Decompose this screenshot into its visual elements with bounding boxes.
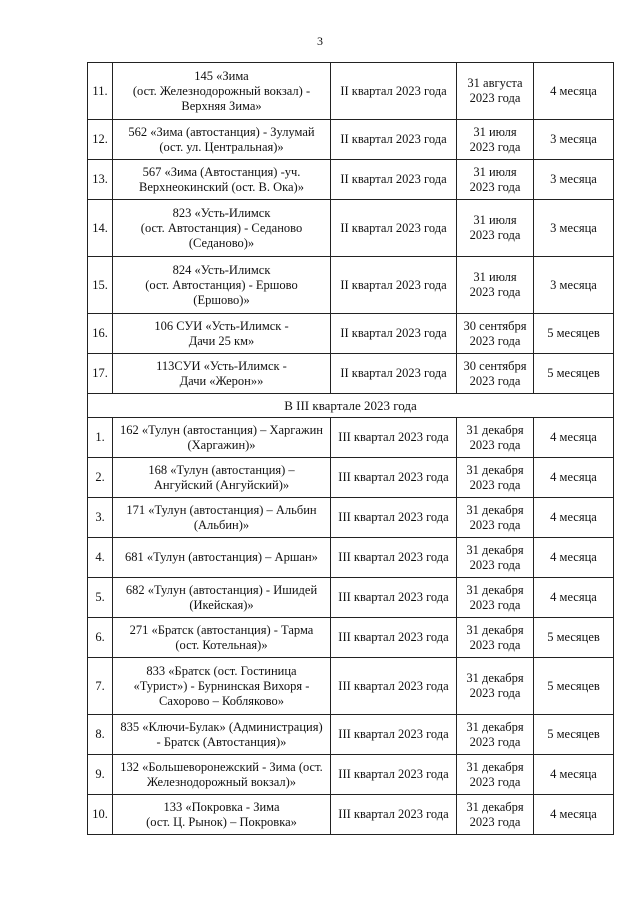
duration-cell: 4 месяца <box>534 795 614 835</box>
quarter-cell: III квартал 2023 года <box>331 715 457 755</box>
duration-cell: 4 месяца <box>534 63 614 120</box>
route-cell: 133 «Покровка - Зима (ост. Ц. Рынок) – Покровка» <box>113 795 331 835</box>
duration-cell: 4 месяца <box>534 418 614 458</box>
table-row <box>88 418 614 458</box>
date-cell: 30 сентября 2023 года <box>457 354 534 394</box>
quarter-cell: II квартал 2023 года <box>331 314 457 354</box>
table-row <box>88 618 614 658</box>
route-cell: 823 «Усть-Илимск (ост. Автостанция) - Седаново (Седаново)» <box>113 200 331 257</box>
table-row <box>88 795 614 835</box>
date-cell: 31 декабря 2023 года <box>457 618 534 658</box>
date-cell: 31 декабря 2023 года <box>457 498 534 538</box>
date-cell: 31 декабря 2023 года <box>457 458 534 498</box>
quarter-cell: III квартал 2023 года <box>331 418 457 458</box>
quarter-cell: III квартал 2023 года <box>331 755 457 795</box>
section-title: В III квартале 2023 года <box>88 394 614 418</box>
row-number: 7. <box>88 658 113 715</box>
date-cell: 31 июля 2023 года <box>457 160 534 200</box>
duration-cell: 4 месяца <box>534 755 614 795</box>
duration-cell: 5 месяцев <box>534 658 614 715</box>
route-cell: 113СУИ «Усть-Илимск - Дачи «Жерон»» <box>113 354 331 394</box>
route-cell: 833 «Братск (ост. Гостиница «Турист») - Бурнинская Вихоря - Сахорово – Кобляково» <box>113 658 331 715</box>
duration-cell: 5 месяцев <box>534 314 614 354</box>
row-number: 6. <box>88 618 113 658</box>
row-number: 13. <box>88 160 113 200</box>
row-number: 1. <box>88 418 113 458</box>
table-row <box>88 63 614 120</box>
row-number: 16. <box>88 314 113 354</box>
route-cell: 171 «Тулун (автостанция) – Альбин (Альбин)» <box>113 498 331 538</box>
quarter-cell: III квартал 2023 года <box>331 578 457 618</box>
table-row <box>88 120 614 160</box>
date-cell: 31 декабря 2023 года <box>457 755 534 795</box>
quarter-cell: III квартал 2023 года <box>331 618 457 658</box>
date-cell: 30 сентября 2023 года <box>457 314 534 354</box>
route-cell: 562 «Зима (автостанция) - Зулумай (ост. ул. Центральная)» <box>113 120 331 160</box>
date-cell: 31 декабря 2023 года <box>457 418 534 458</box>
duration-cell: 3 месяца <box>534 257 614 314</box>
row-number: 14. <box>88 200 113 257</box>
row-number: 11. <box>88 63 113 120</box>
row-number: 9. <box>88 755 113 795</box>
table-row <box>88 498 614 538</box>
date-cell: 31 августа 2023 года <box>457 63 534 120</box>
row-number: 8. <box>88 715 113 755</box>
row-number: 10. <box>88 795 113 835</box>
date-cell: 31 декабря 2023 года <box>457 538 534 578</box>
date-cell: 31 июля 2023 года <box>457 120 534 160</box>
duration-cell: 5 месяцев <box>534 618 614 658</box>
date-cell: 31 декабря 2023 года <box>457 715 534 755</box>
quarter-cell: III квартал 2023 года <box>331 458 457 498</box>
route-cell: 162 «Тулун (автостанция) – Харгажин (Харгажин)» <box>113 418 331 458</box>
table-body <box>88 63 614 835</box>
row-number: 4. <box>88 538 113 578</box>
page-number: 3 <box>317 34 323 48</box>
table-row <box>88 715 614 755</box>
quarter-cell: III квартал 2023 года <box>331 498 457 538</box>
route-cell: 106 СУИ «Усть-Илимск - Дачи 25 км» <box>113 314 331 354</box>
route-cell: 168 «Тулун (автостанция) – Ангуйский (Ангуйский)» <box>113 458 331 498</box>
table-row <box>88 200 614 257</box>
route-cell: 682 «Тулун (автостанция) - Ишидей (Икейская)» <box>113 578 331 618</box>
duration-cell: 3 месяца <box>534 120 614 160</box>
quarter-cell: II квартал 2023 года <box>331 200 457 257</box>
route-cell: 132 «Большеворонежский - Зима (ост. Железнодорожный вокзал)» <box>113 755 331 795</box>
table-row <box>88 578 614 618</box>
quarter-cell: III квартал 2023 года <box>331 538 457 578</box>
table-row <box>88 354 614 394</box>
table-row <box>88 458 614 498</box>
table-row <box>88 160 614 200</box>
duration-cell: 4 месяца <box>534 578 614 618</box>
route-cell: 824 «Усть-Илимск (ост. Автостанция) - Ершово (Ершово)» <box>113 257 331 314</box>
quarter-cell: III квартал 2023 года <box>331 658 457 715</box>
table-row <box>88 658 614 715</box>
quarter-cell: III квартал 2023 года <box>331 795 457 835</box>
date-cell: 31 июля 2023 года <box>457 200 534 257</box>
duration-cell: 4 месяца <box>534 538 614 578</box>
table-row <box>88 257 614 314</box>
quarter-cell: II квартал 2023 года <box>331 354 457 394</box>
row-number: 17. <box>88 354 113 394</box>
schedule-table <box>87 62 614 835</box>
date-cell: 31 декабря 2023 года <box>457 658 534 715</box>
section-header-row <box>88 394 614 418</box>
duration-cell: 3 месяца <box>534 200 614 257</box>
duration-cell: 3 месяца <box>534 160 614 200</box>
date-cell: 31 декабря 2023 года <box>457 795 534 835</box>
quarter-cell: II квартал 2023 года <box>331 120 457 160</box>
route-cell: 567 «Зима (Автостанция) -уч. Верхнеокинский (ост. В. Ока)» <box>113 160 331 200</box>
route-cell: 271 «Братск (автостанция) - Тарма (ост. Котельная)» <box>113 618 331 658</box>
quarter-cell: II квартал 2023 года <box>331 63 457 120</box>
duration-cell: 4 месяца <box>534 498 614 538</box>
duration-cell: 4 месяца <box>534 458 614 498</box>
route-cell: 681 «Тулун (автостанция) – Аршан» <box>113 538 331 578</box>
table-row <box>88 314 614 354</box>
duration-cell: 5 месяцев <box>534 354 614 394</box>
row-number: 5. <box>88 578 113 618</box>
duration-cell: 5 месяцев <box>534 715 614 755</box>
route-cell: 145 «Зима (ост. Железнодорожный вокзал) - Верхняя Зима» <box>113 63 331 120</box>
quarter-cell: II квартал 2023 года <box>331 257 457 314</box>
quarter-cell: II квартал 2023 года <box>331 160 457 200</box>
date-cell: 31 декабря 2023 года <box>457 578 534 618</box>
table-row <box>88 538 614 578</box>
date-cell: 31 июля 2023 года <box>457 257 534 314</box>
row-number: 2. <box>88 458 113 498</box>
row-number: 3. <box>88 498 113 538</box>
row-number: 15. <box>88 257 113 314</box>
route-cell: 835 «Ключи-Булак» (Администрация) - Братск (Автостанция)» <box>113 715 331 755</box>
table-row <box>88 755 614 795</box>
row-number: 12. <box>88 120 113 160</box>
